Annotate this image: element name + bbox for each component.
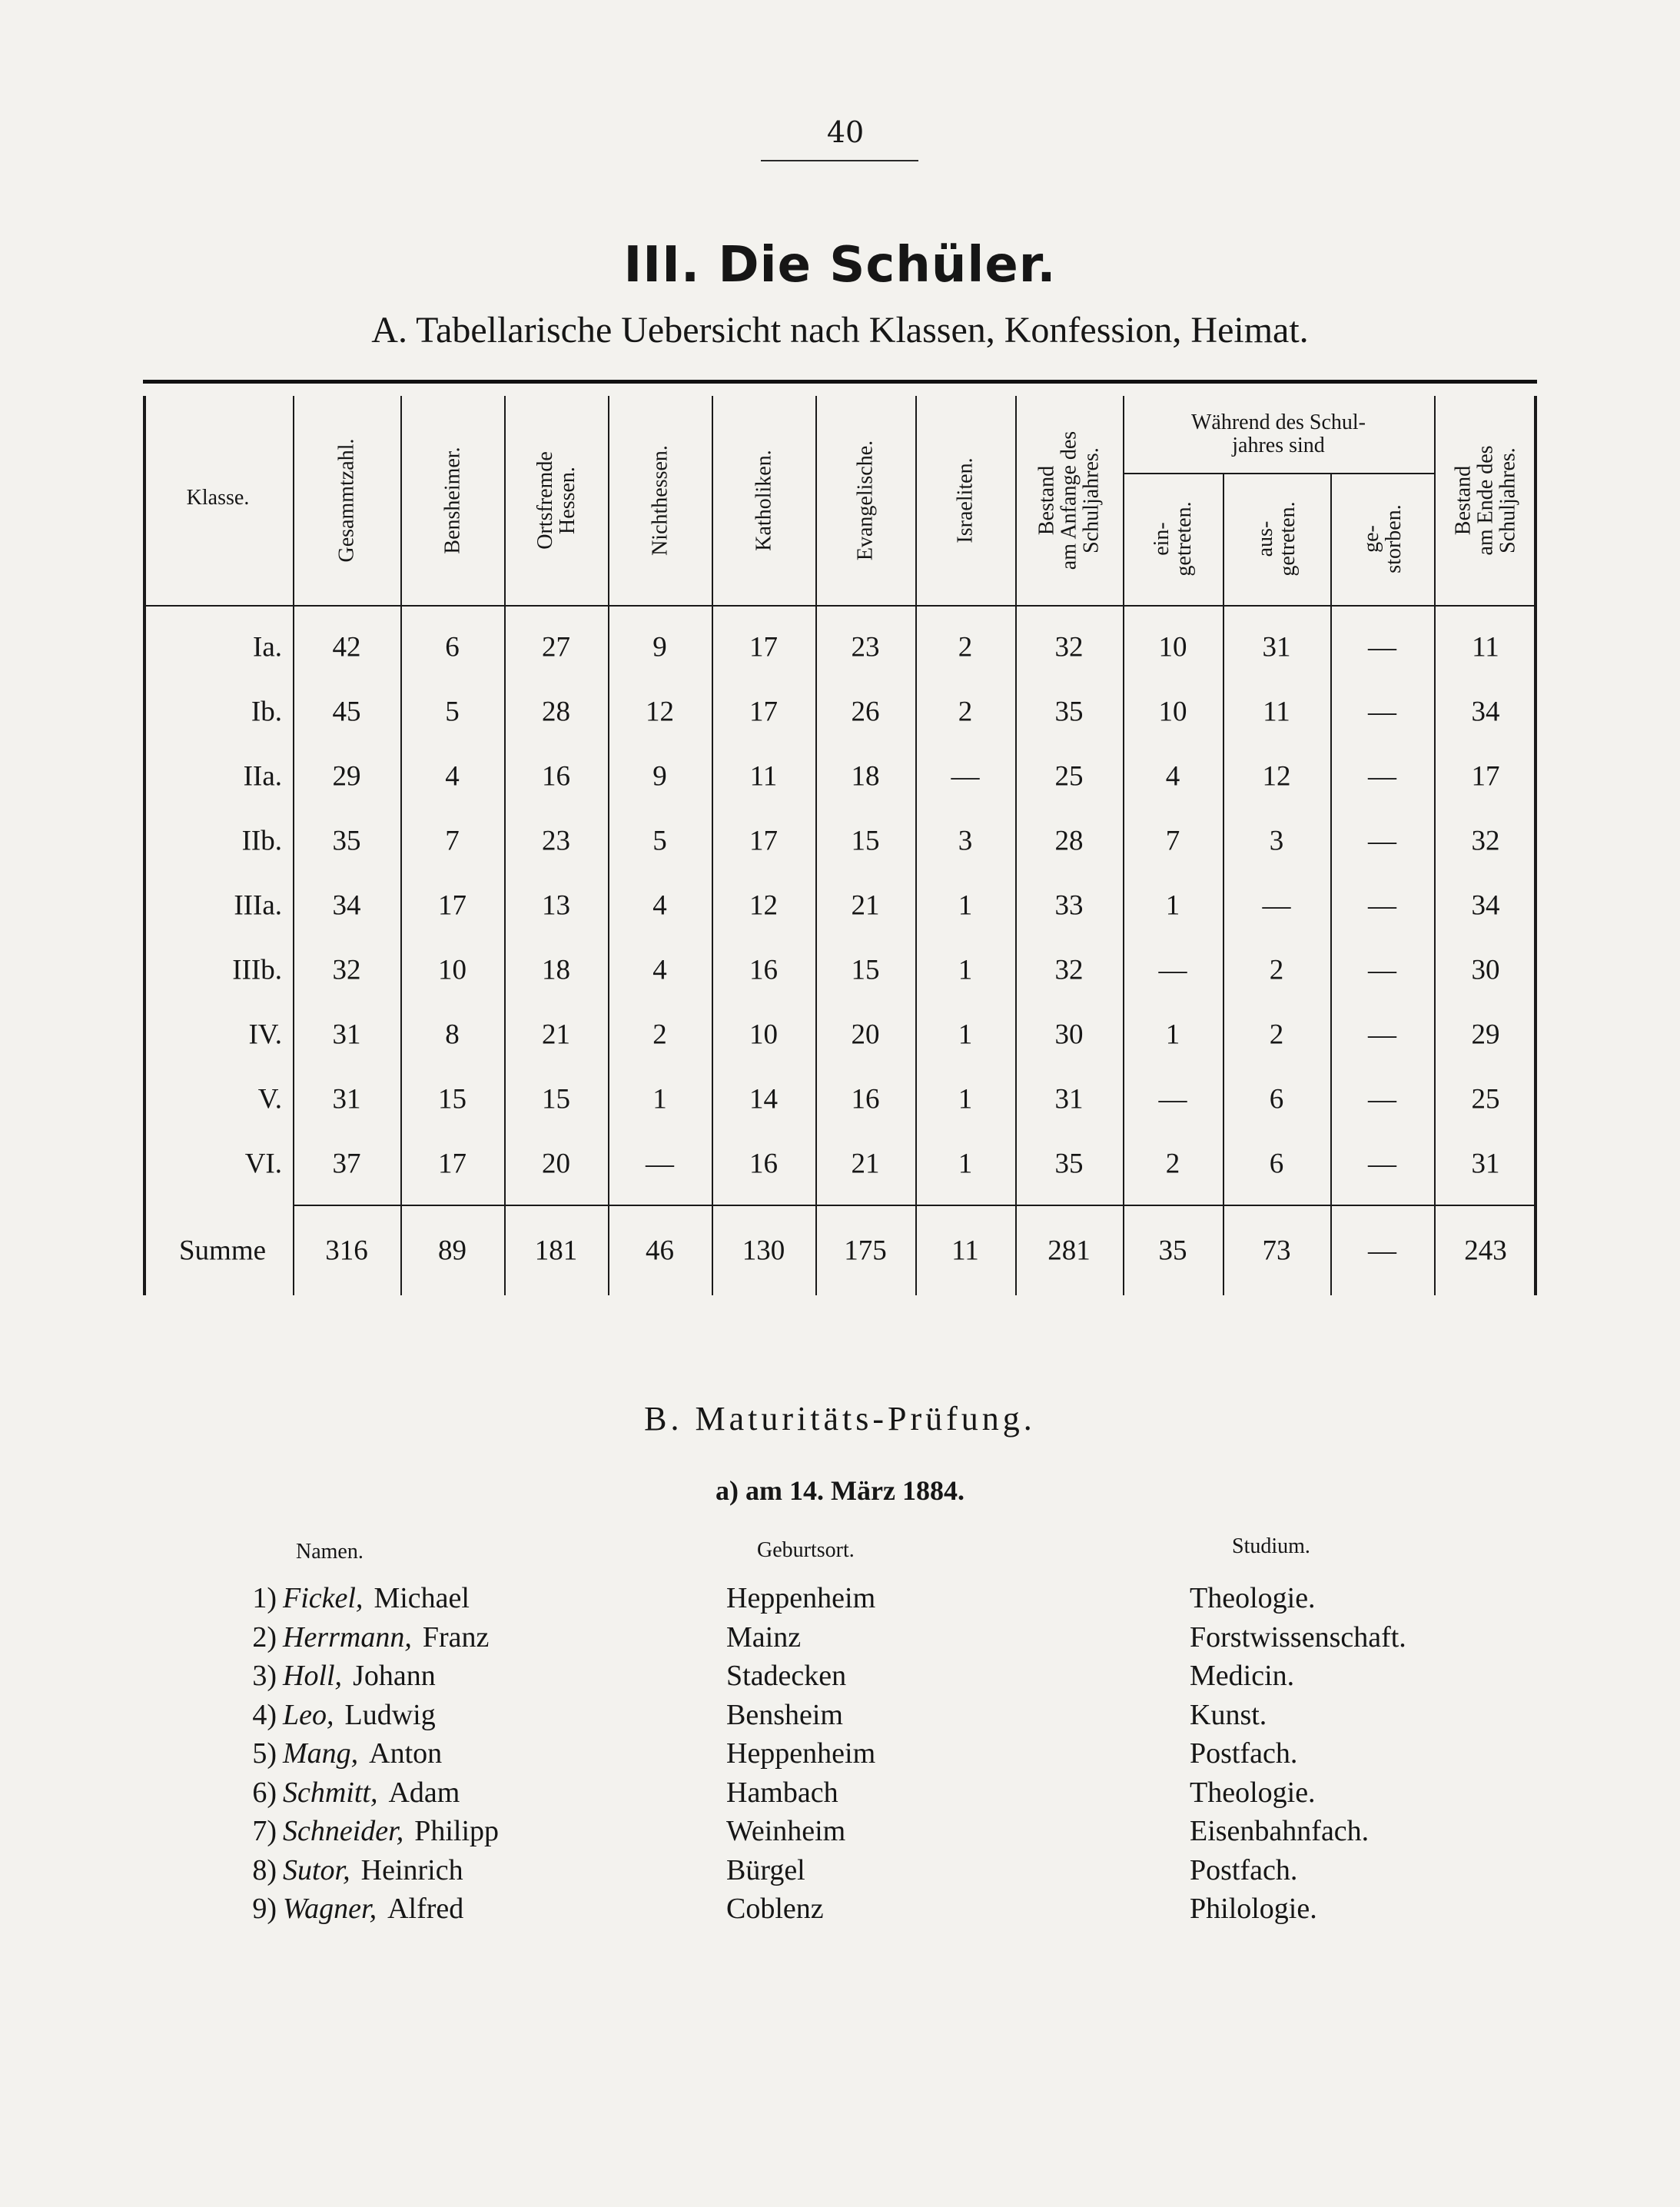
candidate-birthplace: Heppenheim: [726, 1737, 876, 1770]
table-cell: 1: [1165, 1019, 1180, 1051]
candidate-surname: Wagner,: [283, 1893, 377, 1925]
table-cell: 35: [1054, 696, 1084, 728]
table-cell: 23: [542, 825, 570, 857]
header-nichthessen: Nichthessen.: [648, 445, 672, 556]
candidate-given-name: Adam: [388, 1776, 460, 1809]
candidate-study: Medicin.: [1190, 1660, 1295, 1692]
table-cell: 15: [438, 1083, 466, 1115]
table-cell: —: [1158, 1083, 1187, 1115]
candidate-study: Theologie.: [1190, 1776, 1316, 1809]
table-cell: —: [646, 1148, 674, 1180]
section-heading: III. Die Schüler.: [623, 237, 1057, 294]
group-header-rule: [1123, 473, 1434, 474]
header-bestand-ende: Bestand am Ende des Schuljahres.: [1451, 445, 1520, 556]
candidate-number: 4): [252, 1698, 277, 1731]
table-cell: 15: [851, 954, 880, 986]
candidate-given-name: Michael: [374, 1582, 470, 1614]
table-cell: —: [1368, 760, 1396, 793]
table-cell: 18: [542, 954, 570, 986]
table-cell: —: [1368, 825, 1396, 857]
sum-cell: 281: [1048, 1235, 1091, 1267]
table-cell: 32: [332, 954, 361, 986]
candidate-study: Forstwissenschaft.: [1190, 1620, 1406, 1654]
candidate-number: 8): [252, 1853, 277, 1886]
table-cell: 1: [958, 954, 973, 986]
column-rule: [1330, 473, 1332, 1295]
table-cell: 3: [958, 825, 973, 857]
sum-cell: 73: [1262, 1235, 1291, 1267]
table-cell: 21: [851, 1148, 880, 1180]
table-row-label: Ib.: [251, 696, 282, 728]
table-cell: 13: [542, 889, 570, 922]
table-cell: —: [1368, 1019, 1396, 1051]
table-row-label: IV.: [248, 1019, 282, 1051]
candidate-number: 2): [252, 1620, 277, 1654]
table-cell: 14: [749, 1083, 778, 1115]
sum-rule: [293, 1205, 1537, 1206]
candidate-given-name: Johann: [353, 1660, 436, 1692]
header-evangelische: Evangelische.: [853, 440, 878, 561]
header-katholiken: Katholiken.: [752, 450, 775, 551]
table-cell: 6: [1269, 1083, 1284, 1115]
table-cell: 10: [749, 1019, 778, 1051]
sum-cell: 89: [438, 1235, 466, 1267]
birthplace-column-header: Geburtsort.: [757, 1538, 855, 1562]
candidate-study: Kunst.: [1190, 1698, 1267, 1731]
candidate-given-name: Alfred: [387, 1893, 464, 1925]
table-cell: 10: [438, 954, 466, 986]
table-cell: 31: [1054, 1083, 1084, 1115]
column-rule: [1534, 396, 1537, 1295]
candidate-surname: Herrmann,: [283, 1620, 412, 1654]
table-cell: 2: [1269, 1019, 1284, 1051]
candidate-surname: Mang,: [283, 1737, 359, 1770]
table-cell: 2: [958, 631, 973, 663]
column-rule: [712, 396, 713, 1295]
candidate-number: 7): [252, 1815, 277, 1847]
table-cell: 34: [332, 889, 361, 922]
sum-cell: 130: [742, 1235, 785, 1267]
column-rule: [400, 396, 402, 1295]
table-row-label: Ia.: [253, 631, 282, 663]
table-cell: 31: [1262, 631, 1291, 663]
candidate-surname: Fickel,: [283, 1582, 364, 1614]
table-cell: 29: [1471, 1019, 1500, 1051]
table-cell: 11: [1472, 631, 1499, 663]
header-gesammtzahl: Gesammtzahl.: [334, 438, 359, 563]
candidate-surname: Leo,: [283, 1698, 334, 1731]
page-number-rule: [761, 160, 918, 161]
table-cell: 12: [1262, 760, 1291, 793]
exam-date: a) am 14. März 1884.: [715, 1475, 965, 1506]
table-cell: 37: [332, 1148, 361, 1180]
candidate-number: 5): [252, 1737, 277, 1770]
header-eingetreten: ein- getreten.: [1150, 501, 1196, 577]
sum-cell: 243: [1464, 1235, 1507, 1267]
table-cell: 18: [851, 760, 880, 793]
candidate-surname: Schneider,: [283, 1815, 404, 1847]
column-rule: [504, 396, 506, 1295]
names-column-header: Namen.: [296, 1540, 364, 1564]
table-cell: 16: [851, 1083, 880, 1115]
candidate-birthplace: Weinheim: [726, 1815, 846, 1847]
column-rule: [1223, 473, 1224, 1295]
table-cell: 9: [652, 631, 667, 663]
table-cell: 1: [958, 889, 973, 922]
candidate-study: Philologie.: [1190, 1893, 1317, 1925]
table-cell: —: [1368, 889, 1396, 922]
candidate-study: Postfach.: [1190, 1853, 1298, 1886]
sum-cell: 11: [951, 1235, 979, 1267]
column-rule: [1015, 396, 1017, 1295]
table-cell: 17: [438, 889, 466, 922]
table-cell: 2: [1165, 1148, 1180, 1180]
table-cell: 12: [646, 696, 674, 728]
table-cell: 26: [851, 696, 880, 728]
table-cell: 28: [1054, 825, 1084, 857]
table-cell: 17: [749, 825, 778, 857]
table-a-title: A. Tabellarische Uebersicht nach Klassen, Konfession, Heimat.: [371, 310, 1309, 351]
candidate-study: Eisenbahnfach.: [1190, 1815, 1370, 1847]
table-cell: 15: [851, 825, 880, 857]
table-cell: 31: [332, 1019, 361, 1051]
table-cell: —: [1368, 1083, 1396, 1115]
candidate-number: 3): [252, 1660, 277, 1692]
table-top-rule: [143, 380, 1537, 384]
table-cell: 25: [1471, 1083, 1500, 1115]
table-cell: 1: [652, 1083, 667, 1115]
candidate-number: 6): [252, 1776, 277, 1809]
table-cell: 7: [1165, 825, 1180, 857]
table-cell: 31: [1471, 1148, 1500, 1180]
table-cell: 17: [749, 696, 778, 728]
table-cell: 4: [652, 889, 667, 922]
table-cell: 12: [749, 889, 778, 922]
candidate-birthplace: Bensheim: [726, 1698, 843, 1731]
table-cell: 35: [332, 825, 361, 857]
column-rule: [293, 396, 294, 1295]
table-cell: 30: [1054, 1019, 1084, 1051]
candidate-given-name: Anton: [369, 1737, 443, 1770]
candidate-given-name: Franz: [422, 1620, 490, 1654]
candidate-birthplace: Bürgel: [726, 1853, 805, 1886]
candidate-birthplace: Heppenheim: [726, 1582, 876, 1614]
table-cell: 3: [1269, 825, 1284, 857]
header-bensheimer: Bensheimer.: [440, 447, 464, 554]
table-cell: —: [1368, 631, 1396, 663]
table-cell: —: [1368, 954, 1396, 986]
table-cell: 35: [1054, 1148, 1084, 1180]
candidate-surname: Schmitt,: [283, 1776, 378, 1809]
candidate-birthplace: Mainz: [726, 1620, 802, 1654]
table-cell: 1: [958, 1083, 973, 1115]
sum-cell: 181: [534, 1235, 578, 1267]
sum-cell: —: [1368, 1235, 1396, 1267]
table-cell: 2: [1269, 954, 1284, 986]
table-cell: —: [1262, 889, 1291, 922]
table-cell: —: [951, 760, 980, 793]
table-cell: 17: [749, 631, 778, 663]
table-cell: 34: [1471, 889, 1500, 922]
column-rule: [143, 396, 146, 1295]
table-cell: —: [1368, 696, 1396, 728]
table-cell: 20: [542, 1148, 570, 1180]
header-bestand-anfang: Bestand am Anfange des Schuljahres.: [1034, 430, 1104, 570]
column-rule: [1123, 396, 1124, 1295]
candidate-row: [0, 1659, 1680, 1697]
table-cell: 45: [332, 696, 361, 728]
table-cell: 11: [749, 760, 778, 793]
table-cell: 4: [1165, 760, 1180, 793]
table-cell: 34: [1471, 696, 1500, 728]
table-cell: 42: [332, 631, 361, 663]
sum-cell: 35: [1158, 1235, 1187, 1267]
table-cell: 6: [445, 631, 460, 663]
table-cell: 20: [851, 1019, 880, 1051]
table-cell: —: [1368, 1148, 1396, 1180]
table-cell: 29: [332, 760, 361, 793]
table-row-label: IIIb.: [232, 954, 282, 986]
table-cell: 31: [332, 1083, 361, 1115]
candidate-row: [0, 1581, 1680, 1620]
table-row-label: V.: [257, 1083, 282, 1115]
table-cell: 7: [445, 825, 460, 857]
study-column-header: Studium.: [1232, 1534, 1310, 1558]
table-cell: 10: [1158, 631, 1187, 663]
table-cell: 16: [542, 760, 570, 793]
header-ausgetreten: aus- getreten.: [1253, 501, 1300, 577]
sum-cell: 175: [844, 1235, 887, 1267]
candidate-row: [0, 1814, 1680, 1853]
table-cell: —: [1158, 954, 1187, 986]
table-cell: 17: [1471, 760, 1500, 793]
candidate-number: 1): [252, 1582, 277, 1614]
table-cell: 8: [445, 1019, 460, 1051]
table-cell: 32: [1471, 825, 1500, 857]
candidate-row: [0, 1698, 1680, 1737]
candidate-given-name: Ludwig: [344, 1698, 436, 1731]
candidate-surname: Sutor,: [283, 1853, 350, 1886]
candidate-row: [0, 1853, 1680, 1892]
column-rule: [915, 396, 917, 1295]
table-cell: 1: [958, 1148, 973, 1180]
table-cell: 33: [1054, 889, 1084, 922]
page-number: 40: [826, 115, 865, 149]
candidate-birthplace: Stadecken: [726, 1660, 847, 1692]
table-cell: 16: [749, 954, 778, 986]
table-cell: 17: [438, 1148, 466, 1180]
table-cell: 5: [652, 825, 667, 857]
table-cell: 1: [958, 1019, 973, 1051]
header-gestorben: ge- storben.: [1359, 504, 1406, 573]
header-group-during-year: Während des Schul- jahres sind: [1190, 410, 1366, 457]
table-cell: 5: [445, 696, 460, 728]
header-rule: [143, 605, 1537, 607]
table-cell: 28: [542, 696, 570, 728]
candidate-birthplace: Coblenz: [726, 1893, 824, 1925]
header-israeliten: Israeliten.: [953, 457, 978, 543]
column-rule: [815, 396, 817, 1295]
candidate-study: Postfach.: [1190, 1737, 1298, 1770]
candidate-row: [0, 1737, 1680, 1775]
table-cell: 9: [652, 760, 667, 793]
column-rule: [1434, 396, 1436, 1295]
candidate-number: 9): [252, 1893, 277, 1925]
table-cell: 21: [851, 889, 880, 922]
candidate-row: [0, 1892, 1680, 1930]
table-row-label: IIb.: [241, 825, 282, 857]
sum-cell: 46: [646, 1235, 674, 1267]
candidate-row: [0, 1620, 1680, 1659]
table-cell: 4: [445, 760, 460, 793]
section-b-title: B. Maturitäts-Prüfung.: [644, 1400, 1036, 1438]
table-cell: 1: [1165, 889, 1180, 922]
table-cell: 4: [652, 954, 667, 986]
table-cell: 10: [1158, 696, 1187, 728]
header-ortsfremde-hessen: Ortsfremde Hessen.: [533, 451, 579, 550]
column-rule: [608, 396, 609, 1295]
table-cell: 2: [958, 696, 973, 728]
table-cell: 15: [542, 1083, 570, 1115]
table-cell: 30: [1471, 954, 1500, 986]
header-klasse: Klasse.: [186, 486, 250, 510]
candidate-given-name: Philipp: [414, 1815, 500, 1847]
sum-row-label: Summe: [178, 1235, 267, 1267]
statistics-table: [143, 396, 1537, 1295]
table-cell: 11: [1263, 696, 1290, 728]
candidate-study: Theologie.: [1190, 1582, 1316, 1614]
table-cell: 25: [1054, 760, 1084, 793]
table-row-label: IIa.: [243, 760, 282, 793]
table-cell: 6: [1269, 1148, 1284, 1180]
table-row-label: VI.: [244, 1148, 282, 1180]
table-row-label: IIIa.: [234, 889, 282, 922]
table-cell: 16: [749, 1148, 778, 1180]
candidate-surname: Holl,: [283, 1660, 343, 1692]
table-cell: 23: [851, 631, 880, 663]
candidate-given-name: Heinrich: [360, 1853, 463, 1886]
candidate-row: [0, 1776, 1680, 1814]
table-cell: 21: [542, 1019, 570, 1051]
table-cell: 2: [652, 1019, 667, 1051]
table-cell: 32: [1054, 631, 1084, 663]
table-cell: 27: [542, 631, 570, 663]
sum-cell: 316: [325, 1235, 368, 1267]
candidate-birthplace: Hambach: [726, 1776, 838, 1809]
table-cell: 32: [1054, 954, 1084, 986]
